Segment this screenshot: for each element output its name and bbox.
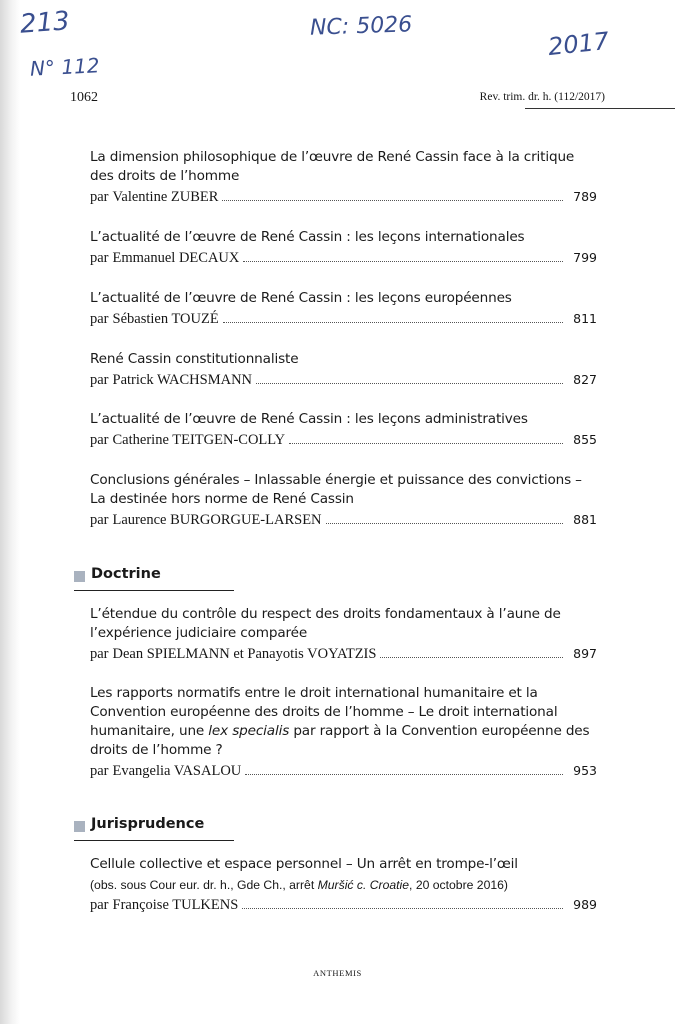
entry-page-number: 827 xyxy=(573,372,597,387)
entry-author: Dean SPIELMANN et Panayotis VOYATZIS xyxy=(112,646,377,662)
author-prefix: par xyxy=(90,897,109,913)
entry-note-part: (obs. sous Cour eur. dr. h., Gde Ch., arrêt xyxy=(90,878,318,892)
section-square-icon xyxy=(74,821,85,832)
entry-page-number: 799 xyxy=(573,250,597,265)
entry-author: Françoise TULKENS xyxy=(112,897,239,913)
page-edge xyxy=(0,0,20,1024)
dot-leader xyxy=(380,647,563,658)
dot-leader xyxy=(242,898,563,909)
entry-title xyxy=(90,684,597,760)
author-prefix: par xyxy=(90,432,109,448)
entry-title: L’actualité de l’œuvre de René Cassin : les leçons internationales xyxy=(90,229,525,245)
entry-author: Evangelia VASALOU xyxy=(112,763,242,779)
entry-note xyxy=(90,877,597,894)
entry-title: L’actualité de l’œuvre de René Cassin : les leçons européennes xyxy=(90,290,512,306)
toc-entry xyxy=(90,148,597,206)
section-heading-jurisprudence xyxy=(74,816,234,841)
toc-entry xyxy=(90,228,597,267)
entry-title: L’étendue du contrôle du respect des droits fondamentaux à l’aune de l’expérience judiciaire comparée xyxy=(90,606,561,641)
page-number: 1062 xyxy=(70,90,98,105)
entry-page-number: 789 xyxy=(573,189,597,204)
entry-author: Emmanuel DECAUX xyxy=(112,250,240,266)
author-prefix: par xyxy=(90,311,109,327)
entry-title: René Cassin constitutionnaliste xyxy=(90,351,299,367)
dot-leader xyxy=(289,433,563,444)
toc-entry xyxy=(90,410,597,449)
entry-author: Patrick WACHSMANN xyxy=(112,372,253,388)
entry-author-line xyxy=(90,897,597,914)
running-head xyxy=(70,90,670,110)
handwritten-number: 213 xyxy=(19,6,71,40)
dot-leader xyxy=(243,251,563,262)
toc-entry xyxy=(90,350,597,389)
entry-title: Cellule collective et espace personnel – Un arrêt en trompe-l’œil xyxy=(90,856,518,872)
entry-author: Sébastien TOUZÉ xyxy=(112,311,219,327)
dot-leader xyxy=(223,312,563,323)
section-square-icon xyxy=(74,571,85,582)
dot-leader xyxy=(256,373,563,384)
entry-author-line xyxy=(90,311,597,328)
entry-author-line xyxy=(90,250,597,267)
entry-note-italic: Muršić c. Croatie xyxy=(317,878,410,892)
entry-page-number: 855 xyxy=(573,432,597,447)
entry-title: Conclusions générales – Inlassable énergie et puissance des convictions – La destinée hors norme de René Cassin xyxy=(90,472,582,507)
entry-page-number: 897 xyxy=(573,646,597,661)
entry-title-part: Les rapports normatifs entre le droit international humanitaire et la Convention européenne des droits de l’homme – Le droit international humanitaire, une xyxy=(90,685,558,739)
toc-entry xyxy=(90,471,597,529)
header-rule xyxy=(525,108,675,109)
entry-author: Catherine TEITGEN-COLLY xyxy=(112,432,286,448)
entry-author-line xyxy=(90,432,597,449)
entry-title: L’actualité de l’œuvre de René Cassin : les leçons administratives xyxy=(90,411,528,427)
entry-page-number: 953 xyxy=(573,763,597,778)
entry-title-part: par rapport à la Convention européenne des droits de l’homme ? xyxy=(90,723,590,758)
section-label: Doctrine xyxy=(91,566,161,582)
entry-author-line xyxy=(90,512,597,529)
toc-entry xyxy=(90,684,597,780)
entry-author-line xyxy=(90,189,597,206)
toc-entry xyxy=(90,605,597,663)
journal-reference: Rev. trim. dr. h. (112/2017) xyxy=(479,91,605,103)
publisher-footer: ANTHEMIS xyxy=(313,968,362,978)
author-prefix: par xyxy=(90,512,109,528)
author-prefix: par xyxy=(90,763,109,779)
handwritten-year: 2017 xyxy=(546,26,611,62)
toc-entry xyxy=(90,855,597,914)
section-heading-doctrine xyxy=(74,566,234,591)
entry-author: Laurence BURGORGUE-LARSEN xyxy=(112,512,322,528)
handwritten-nc: NC: 5026 xyxy=(309,12,413,41)
entry-page-number: 881 xyxy=(573,512,597,527)
entry-author: Valentine ZUBER xyxy=(112,189,219,205)
entry-title-italic: lex specialis xyxy=(208,723,290,739)
dot-leader xyxy=(245,764,563,775)
entry-author-line xyxy=(90,372,597,389)
dot-leader xyxy=(326,513,563,524)
entry-author-line xyxy=(90,646,597,663)
dot-leader xyxy=(222,190,563,201)
toc-entry xyxy=(90,289,597,328)
entry-author-line xyxy=(90,763,597,780)
section-label: Jurisprudence xyxy=(91,816,205,832)
author-prefix: par xyxy=(90,372,109,388)
author-prefix: par xyxy=(90,646,109,662)
entry-page-number: 811 xyxy=(573,311,597,326)
handwritten-issue: N° 112 xyxy=(29,53,101,81)
entry-page-number: 989 xyxy=(573,897,597,912)
entry-note-part: , 20 octobre 2016) xyxy=(409,878,508,892)
author-prefix: par xyxy=(90,250,109,266)
author-prefix: par xyxy=(90,189,109,205)
entry-title: La dimension philosophique de l’œuvre de René Cassin face à la critique des droits de l’homme xyxy=(90,149,575,184)
